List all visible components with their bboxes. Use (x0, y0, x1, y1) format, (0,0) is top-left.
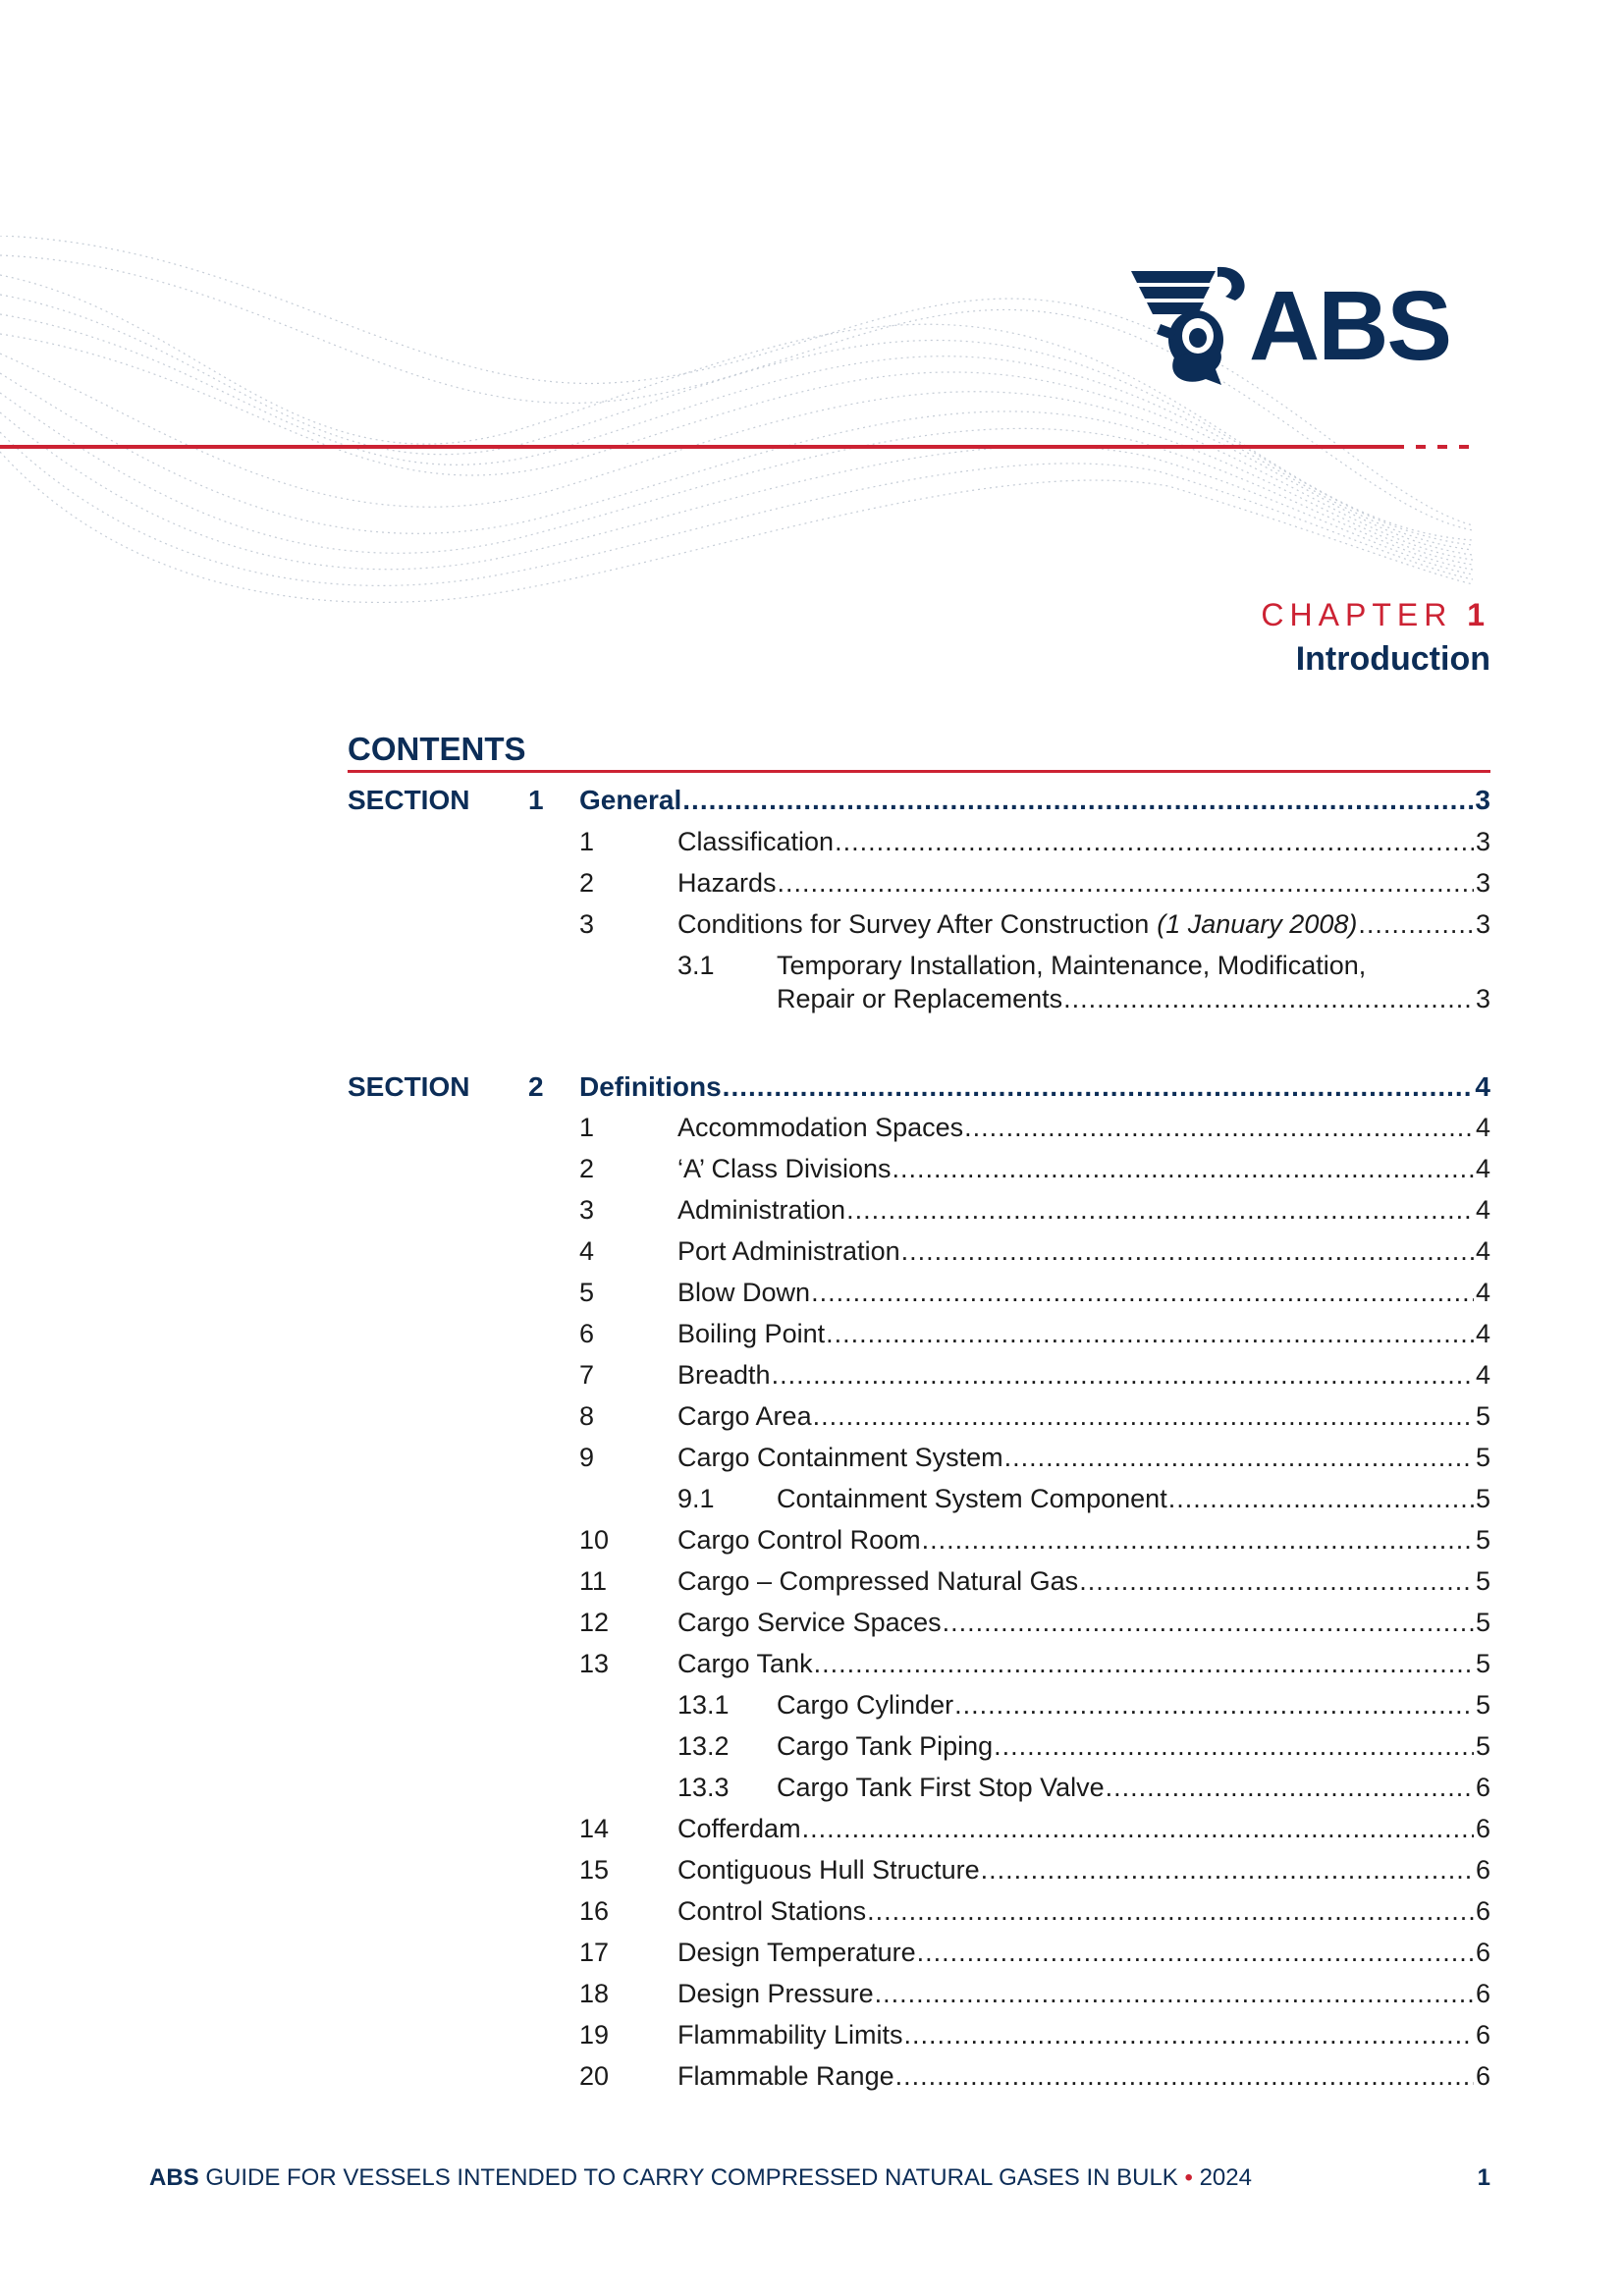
toc-subitem[interactable] (777, 984, 1490, 1014)
toc-subitem-title-line2: Repair or Replacements (777, 984, 1063, 1013)
toc-item-page: 5 (1475, 1608, 1490, 1637)
toc-item-page: 5 (1475, 1484, 1490, 1513)
toc-item[interactable] (677, 1401, 1490, 1432)
toc-item[interactable] (677, 868, 1490, 899)
toc-item[interactable] (677, 1566, 1490, 1597)
toc-item-title: Cargo Tank (677, 1649, 813, 1678)
toc-item-page: 6 (1475, 1855, 1490, 1885)
toc-item-title: Breadth (677, 1360, 771, 1390)
toc-item-title: Blow Down (677, 1278, 811, 1307)
dot-leader (814, 1649, 1474, 1679)
toc-item-page: 5 (1475, 1649, 1490, 1678)
toc-item[interactable] (677, 1319, 1490, 1349)
toc-item-number: 3 (579, 909, 595, 939)
toc-item-page: 6 (1475, 2061, 1490, 2091)
toc-subitem-title-line1: Temporary Installation, Maintenance, Modification, (777, 951, 1367, 980)
toc-item-title: Cargo Control Room (677, 1525, 921, 1555)
header-red-dashes (1416, 445, 1475, 449)
toc-item[interactable] (677, 1938, 1490, 1968)
toc-subitem[interactable] (777, 1690, 1490, 1721)
dot-leader (1106, 1773, 1474, 1803)
toc-subitem-number: 13.3 (677, 1773, 730, 1802)
section-1-number: 1 (528, 785, 544, 815)
dot-leader (893, 1154, 1474, 1184)
toc-subitem-number: 9.1 (677, 1484, 715, 1513)
toc-item-title: Flammable Range (677, 2061, 894, 2091)
dot-leader (964, 1113, 1474, 1143)
toc-subitem-number: 3.1 (677, 951, 715, 980)
toc-item[interactable] (677, 1855, 1490, 1886)
toc-item-title: Accommodation Spaces (677, 1113, 964, 1142)
footer-year: 2024 (1199, 2164, 1252, 2191)
toc-item[interactable] (677, 1896, 1490, 1927)
dot-leader (1168, 1484, 1474, 1514)
toc-item-title: Contiguous Hull Structure (677, 1855, 980, 1885)
dot-leader (917, 1938, 1474, 1968)
section-2-page: 4 (1475, 1071, 1490, 1102)
toc-subitem[interactable] (777, 1484, 1490, 1514)
chapter-number: 1 (1467, 597, 1490, 632)
toc-item-number: 4 (579, 1236, 595, 1266)
toc-item-page: 4 (1475, 1360, 1490, 1390)
dot-leader (682, 785, 1473, 816)
toc-item-page: 4 (1475, 1154, 1490, 1183)
toc-item-page: 6 (1475, 2020, 1490, 2050)
toc-item-page: 4 (1475, 1113, 1490, 1142)
footer-page-number: 1 (1477, 2164, 1490, 2191)
toc-item[interactable] (677, 1443, 1490, 1473)
dot-leader (1358, 909, 1474, 940)
toc-item[interactable] (677, 1195, 1490, 1226)
dot-leader (813, 1401, 1474, 1432)
section-1-page: 3 (1475, 785, 1490, 815)
toc-item-page: 3 (1475, 984, 1490, 1013)
toc-item-number: 3 (579, 1195, 595, 1225)
toc-item-page: 5 (1475, 1443, 1490, 1472)
toc-item-page: 6 (1475, 1938, 1490, 1967)
dot-leader (772, 1360, 1474, 1391)
toc-item-page: 6 (1475, 1773, 1490, 1802)
toc-item-number: 13 (579, 1649, 610, 1678)
section-2-number: 2 (528, 1071, 544, 1102)
toc-item-title: Cargo Tank First Stop Valve (777, 1773, 1105, 1802)
toc-item-page: 5 (1475, 1690, 1490, 1720)
toc-item-title: Administration (677, 1195, 846, 1225)
toc-item-page: 4 (1475, 1278, 1490, 1307)
toc-item-title: ‘A’ Class Divisions (677, 1154, 892, 1183)
toc-item[interactable] (677, 1113, 1490, 1143)
toc-item-number: 10 (579, 1525, 610, 1555)
section-2-label: SECTION (348, 1071, 470, 1102)
toc-item-title: Boiling Point (677, 1319, 826, 1348)
toc-subitem[interactable] (777, 1773, 1490, 1803)
toc-item-number: 15 (579, 1855, 610, 1885)
section-1-title: General (579, 785, 682, 815)
toc-item-page: 5 (1475, 1525, 1490, 1555)
toc-item-page: 3 (1475, 827, 1490, 856)
toc-item[interactable] (677, 2020, 1490, 2050)
toc-item[interactable] (677, 1236, 1490, 1267)
abs-logo (1127, 257, 1483, 395)
toc-item[interactable] (677, 1278, 1490, 1308)
toc-item-page: 6 (1475, 1979, 1490, 2008)
toc-item-title: Design Temperature (677, 1938, 916, 1967)
toc-item-title: Classification (677, 827, 835, 856)
dot-leader (1004, 1443, 1474, 1473)
abs-logo-text: ABS (1249, 271, 1451, 381)
eagle-emblem-icon (1127, 261, 1255, 389)
toc-item-title: Cargo Containment System (677, 1443, 1003, 1472)
toc-subitem[interactable] (777, 1731, 1490, 1762)
dot-leader (954, 1690, 1474, 1721)
toc-subitem-number: 13.1 (677, 1690, 730, 1720)
toc-item-title: Hazards (677, 868, 777, 898)
footer-brand: ABS (149, 2164, 199, 2191)
dot-leader (811, 1278, 1474, 1308)
toc-item[interactable] (677, 909, 1490, 940)
toc-item-page: 6 (1475, 1896, 1490, 1926)
toc-item-page: 5 (1475, 1731, 1490, 1761)
toc-item-title: Port Administration (677, 1236, 900, 1266)
section-2-title: Definitions (579, 1071, 722, 1102)
dot-leader (778, 868, 1474, 899)
chapter-label (1261, 597, 1490, 633)
dot-leader (846, 1195, 1474, 1226)
toc-item[interactable] (677, 1360, 1490, 1391)
dot-leader (835, 827, 1474, 857)
dot-leader (895, 2061, 1474, 2092)
toc-item-number: 19 (579, 2020, 610, 2050)
toc-item-page: 3 (1475, 868, 1490, 898)
toc-item-page: 6 (1475, 1814, 1490, 1843)
contents-heading: CONTENTS (348, 731, 526, 767)
chapter-title: Introduction (1295, 640, 1490, 678)
dot-leader (1079, 1566, 1474, 1597)
dot-leader (826, 1319, 1474, 1349)
toc-item-title: Cargo – Compressed Natural Gas (677, 1566, 1079, 1596)
toc-item-number: 5 (579, 1278, 595, 1307)
toc-item-title: Cargo Tank Piping (777, 1731, 994, 1761)
toc-item-page: 5 (1475, 1566, 1490, 1596)
toc-item[interactable] (677, 1979, 1490, 2009)
footer-separator: • (1184, 2164, 1193, 2191)
toc-item-number: 2 (579, 1154, 595, 1183)
toc-item-number: 18 (579, 1979, 610, 2008)
toc-item-title: Containment System Component (777, 1484, 1167, 1513)
toc-item-number: 14 (579, 1814, 610, 1843)
toc-item-title: Control Stations (677, 1896, 867, 1926)
footer-title: GUIDE FOR VESSELS INTENDED TO CARRY COMPRESSED NATURAL GASES IN BULK (205, 2164, 1178, 2191)
toc-item-title: Design Pressure (677, 1979, 874, 2008)
contents-rule (348, 770, 1490, 773)
toc-item-page: 4 (1475, 1319, 1490, 1348)
dot-leader (723, 1071, 1474, 1103)
toc-item-number: 1 (579, 827, 595, 856)
dot-leader (943, 1608, 1474, 1638)
dot-leader (904, 2020, 1474, 2050)
toc-item[interactable] (677, 1814, 1490, 1844)
dot-leader (994, 1731, 1474, 1762)
toc-item-number: 1 (579, 1113, 595, 1142)
header-red-rule (0, 445, 1404, 449)
toc-item-number: 20 (579, 2061, 610, 2091)
chapter-label-word: CHAPTER (1261, 597, 1453, 632)
section-2-entry[interactable] (579, 1071, 1490, 1103)
toc-item-number: 12 (579, 1608, 610, 1637)
dot-leader (1063, 984, 1474, 1014)
section-1-label: SECTION (348, 785, 470, 815)
toc-item-title: Cofferdam (677, 1814, 801, 1843)
toc-subitem-number: 13.2 (677, 1731, 730, 1761)
toc-item[interactable] (677, 2061, 1490, 2092)
toc-item-title: Cargo Cylinder (777, 1690, 954, 1720)
dot-leader (875, 1979, 1474, 2009)
toc-item-number: 11 (579, 1566, 608, 1596)
toc-item[interactable] (677, 1525, 1490, 1556)
dot-leader (802, 1814, 1474, 1844)
toc-item-title: Flammability Limits (677, 2020, 903, 2050)
toc-item[interactable] (677, 1154, 1490, 1184)
dot-leader (981, 1855, 1474, 1886)
toc-item-page: 5 (1475, 1401, 1490, 1431)
footer (149, 2164, 1252, 2192)
toc-item-number: 6 (579, 1319, 595, 1348)
toc-item-number: 17 (579, 1938, 610, 1967)
dot-leader (922, 1525, 1474, 1556)
toc-item[interactable] (677, 1649, 1490, 1679)
toc-item-title: Cargo Area (677, 1401, 812, 1431)
dot-leader (867, 1896, 1474, 1927)
toc-item-number: 7 (579, 1360, 595, 1390)
toc-item-page: 4 (1475, 1195, 1490, 1225)
toc-item-title: Conditions for Survey After Construction (677, 909, 1150, 939)
toc-item-page: 4 (1475, 1236, 1490, 1266)
toc-item[interactable] (677, 1608, 1490, 1638)
toc-item-number: 9 (579, 1443, 595, 1472)
section-1-entry[interactable] (579, 785, 1490, 816)
dot-leader (901, 1236, 1474, 1267)
toc-item-title: Cargo Service Spaces (677, 1608, 942, 1637)
toc-item-number: 8 (579, 1401, 595, 1431)
toc-item-title-date: (1 January 2008) (1157, 909, 1358, 939)
toc-item-page: 3 (1475, 909, 1490, 939)
toc-item[interactable] (677, 827, 1490, 857)
toc-item-number: 2 (579, 868, 595, 898)
toc-item-number: 16 (579, 1896, 610, 1926)
